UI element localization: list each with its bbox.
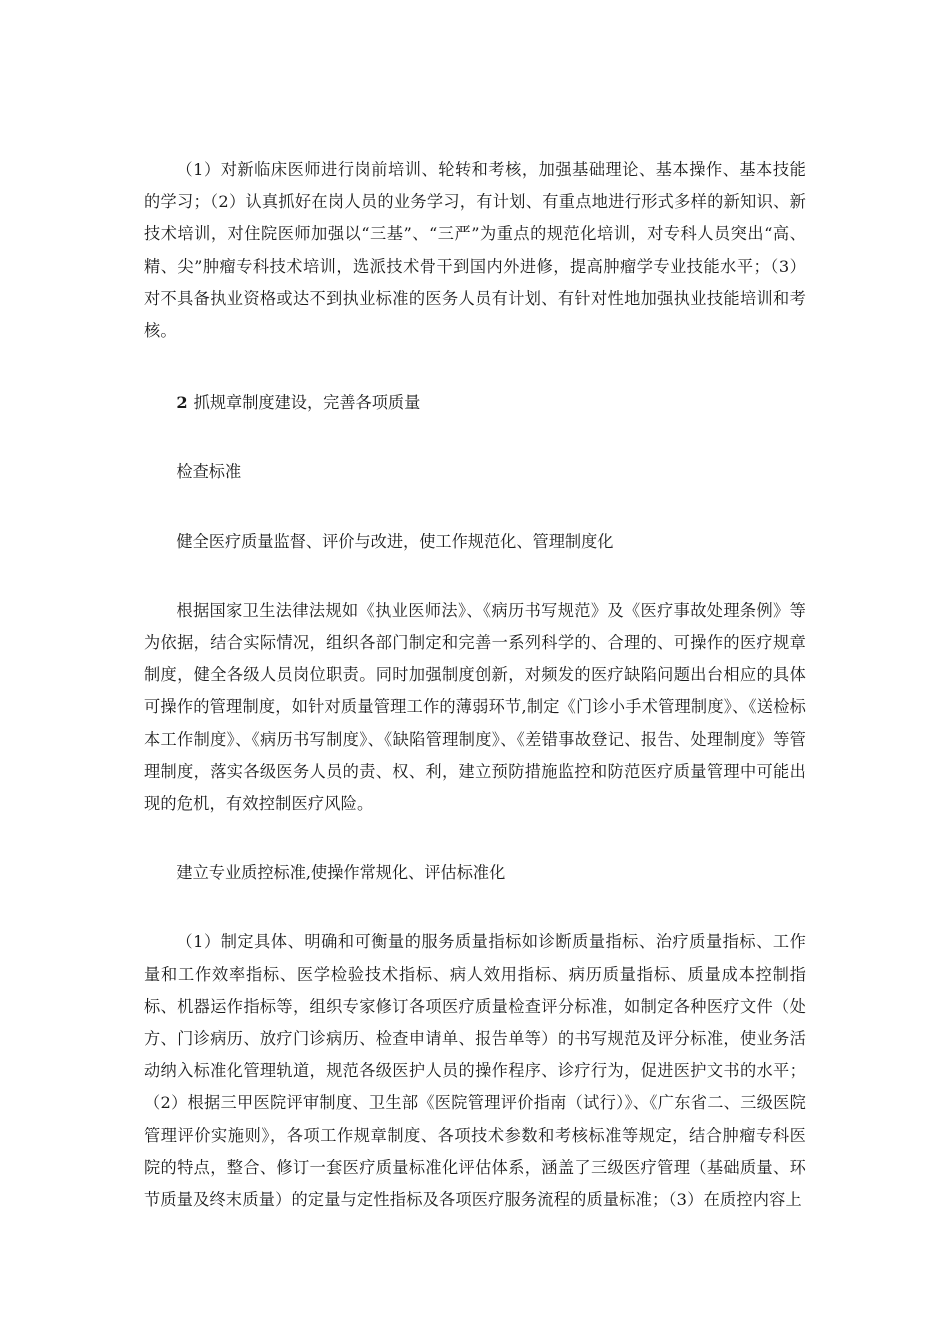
paragraph-standards: （1）制定具体、明确和可衡量的服务质量指标如诊断质量指标、治疗质量指标、工作量和工作效率指标、医学检验技术指标、病人效用指标、病历质量指标、质量成本控制指标、机器运作指标等，组织专家修订各项医疗质量检查评分标准，如制定各种医疗文件（处方、门诊病历、放疗门诊病历、检查申请单、报告单等）的书写规范及评分标准，使业务活动纳入标准化管理轨道，规范各级医护人员的操作程序、诊疗行为，促进医护文书的水平；（2）根据三甲医院评审制度、卫生部《医院管理评价指南（试行）》、《广东省二、三级医院管理评价实施则》，各项工作规章制度、各项技术参数和考核标准等规定，结合肿瘤专科医院的特点，整合、修订一套医疗质量标准化评估体系，涵盖了三级医疗管理（基础质量、环节质量及终末质量）的定量与定性指标及各项医疗服务流程的质量标准；（3）在质控内容上 bbox=[144, 932, 806, 1210]
section-title: 抓规章制度建设，完善各项质量 bbox=[193, 393, 421, 413]
spacer bbox=[144, 489, 806, 526]
subheading-quality-supervision: 健全医疗质量监督、评价与改进，使工作规范化、管理制度化 bbox=[176, 531, 614, 551]
spacer bbox=[144, 347, 806, 387]
paragraph-training: （1）对新临床医师进行岗前培训、轮转和考核，加强基础理论、基本操作、基本技能的学习；（2）认真抓好在岗人员的业务学习，有计划、有重点地进行形式多样的新知识、新技术培训，对住院医师加强以“三基”、“三严”为重点的规范化培训，对专科人员突出“高、精、尖”肿瘤专科技术培训，选派技术骨干到国内外进修，提高肿瘤学专业技能水平；（3）对不具备执业资格或达不到执业标准的医务人员有计划、有针对性地加强执业技能培训和考核。 bbox=[144, 160, 806, 341]
paragraph-regulations: 根据国家卫生法律法规如《执业医师法》、《病历书写规范》及《医疗事故处理条例》等为依据，结合实际情况，组织各部门制定和完善一系列科学的、合理的、可操作的医疗规章制度，健全各级人员岗位职责。同时加强制度创新，对频发的医疗缺陷问题出台相应的具体可操作的管理制度，如针对质量管理工作的薄弱环节,制定《门诊小手术管理制度》、《送检标本工作制度》、《病历书写制度》、《缺陷管理制度》、《差错事故登记、报告、处理制度》等管理制度，落实各级医务人员的责、权、利，建立预防措施监控和防范医疗质量管理中可能出现的危机，有效控制医疗风险。 bbox=[144, 600, 806, 814]
section-2-subtitle: 检查标准 bbox=[176, 462, 242, 482]
section-2-heading bbox=[144, 387, 806, 419]
document-body bbox=[144, 154, 806, 1216]
section-number: 2 bbox=[176, 393, 188, 413]
subheading-quality-standards: 建立专业质控标准,使操作常规化、评估标准化 bbox=[176, 863, 506, 883]
spacer bbox=[144, 558, 806, 595]
spacer bbox=[144, 889, 806, 926]
spacer bbox=[144, 820, 806, 857]
spacer bbox=[144, 419, 806, 456]
